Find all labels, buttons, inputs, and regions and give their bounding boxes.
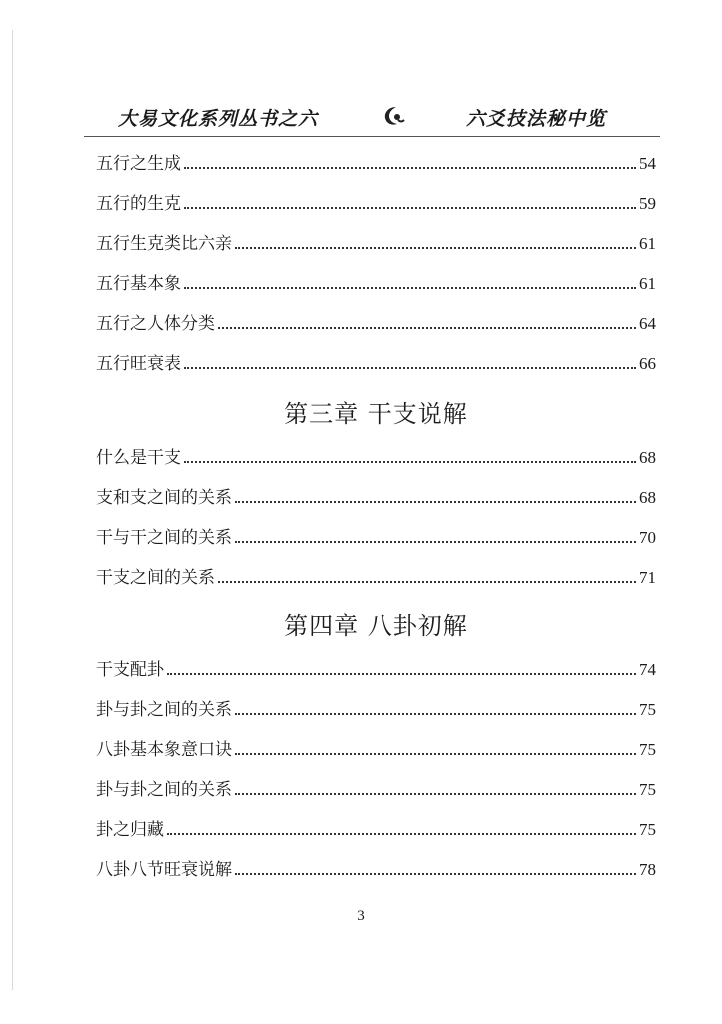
- toc-entry[interactable]: [96, 306, 656, 334]
- toc-entry-label: 支和支之间的关系: [96, 488, 232, 508]
- toc-entry-label: 五行之人体分类: [96, 314, 215, 334]
- book-title: 六爻技法秘中览: [466, 108, 607, 130]
- dot-leader: [184, 461, 636, 463]
- dot-leader: [235, 873, 636, 875]
- dot-leader: [167, 833, 636, 835]
- toc-entry-page: 68: [639, 488, 656, 507]
- toc-entry-page: 70: [639, 528, 656, 547]
- dot-leader: [235, 753, 636, 755]
- dot-leader: [184, 167, 636, 169]
- dot-leader: [167, 673, 636, 675]
- toc-entry[interactable]: [96, 186, 656, 214]
- header-rule: [84, 136, 660, 137]
- toc-entry[interactable]: [96, 146, 656, 174]
- toc-entry-label: 五行旺衰表: [96, 354, 181, 374]
- toc-entry-label: 干支配卦: [96, 660, 164, 680]
- series-title: 大易文化系列丛书之六: [118, 108, 319, 130]
- toc-entry-label: 五行之生成: [96, 154, 181, 174]
- toc-entry-page: 78: [639, 860, 656, 879]
- dot-leader: [184, 207, 636, 209]
- dot-leader: [235, 501, 636, 503]
- toc-entry-page: 74: [639, 660, 656, 679]
- toc-entry-label: 什么是干支: [96, 448, 181, 468]
- dot-leader: [235, 793, 636, 795]
- dot-leader: [184, 367, 636, 369]
- toc-entry[interactable]: [96, 346, 656, 374]
- toc-entry-label: 八卦基本象意口诀: [96, 740, 232, 760]
- toc-entry[interactable]: [96, 652, 656, 680]
- toc-entry-page: 68: [639, 448, 656, 467]
- toc-entry[interactable]: [96, 520, 656, 548]
- crescent-ornament-icon: [380, 104, 406, 128]
- dot-leader: [235, 713, 636, 715]
- dot-leader: [184, 287, 636, 289]
- running-header: [118, 104, 658, 134]
- toc-entry[interactable]: [96, 440, 656, 468]
- toc-entry-page: 75: [639, 780, 656, 799]
- toc-entry-label: 五行的生克: [96, 194, 181, 214]
- toc-entry-label: 干支之间的关系: [96, 568, 215, 588]
- toc-entry[interactable]: [96, 812, 656, 840]
- toc-entry-page: 64: [639, 314, 656, 333]
- dot-leader: [218, 581, 636, 583]
- dot-leader: [235, 541, 636, 543]
- toc-entry-page: 75: [639, 820, 656, 839]
- toc-entry-label: 卦之归藏: [96, 820, 164, 840]
- dot-leader: [218, 327, 636, 329]
- toc-entry-label: 干与干之间的关系: [96, 528, 232, 548]
- toc-entry-label: 五行生克类比六亲: [96, 234, 232, 254]
- toc-entry[interactable]: [96, 266, 656, 294]
- chapter-title: 第四章 八卦初解: [284, 612, 468, 640]
- page-number: 3: [357, 908, 365, 924]
- toc-entry[interactable]: [96, 480, 656, 508]
- toc-entry-page: 75: [639, 700, 656, 719]
- toc-entry-label: 卦与卦之间的关系: [96, 700, 232, 720]
- toc-entry[interactable]: [96, 852, 656, 880]
- toc-entry-label: 八卦八节旺衰说解: [96, 860, 232, 880]
- toc-entry-page: 54: [639, 154, 656, 173]
- toc-entry-label: 五行基本象: [96, 274, 181, 294]
- toc-entry-page: 61: [639, 274, 656, 293]
- toc-entry-label: 卦与卦之间的关系: [96, 780, 232, 800]
- toc-entry[interactable]: [96, 732, 656, 760]
- toc-entry-page: 75: [639, 740, 656, 759]
- scan-edge: [12, 30, 13, 990]
- toc-entry[interactable]: [96, 226, 656, 254]
- toc-entry-page: 66: [639, 354, 656, 373]
- toc-entry[interactable]: [96, 560, 656, 588]
- toc-entry-page: 61: [639, 234, 656, 253]
- toc-entry-page: 59: [639, 194, 656, 213]
- toc-entry-page: 71: [639, 568, 656, 587]
- toc-entry[interactable]: [96, 692, 656, 720]
- dot-leader: [235, 247, 636, 249]
- chapter-title: 第三章 干支说解: [284, 400, 468, 428]
- toc-entry[interactable]: [96, 772, 656, 800]
